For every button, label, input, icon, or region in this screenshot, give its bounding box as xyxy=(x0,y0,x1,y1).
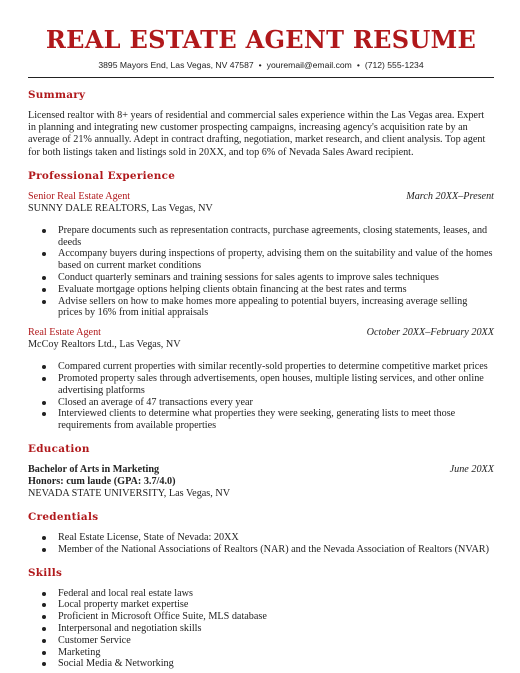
summary-text: Licensed realtor with 8+ years of residential and commercial sales experience within the Las Vegas area. Expert in planning and integrating new customer prospecting campaigns, increasing agency's acquisition rate by an average of 21% annually. Adept in contract drafting, negotiation, market research, and client analysis. Top agent for both listings taken and listings sold in 20XX, and top 6% of Nevada Sales Award recipient. xyxy=(28,110,486,158)
school: NEVADA STATE UNIVERSITY, Las Vegas, NV xyxy=(28,487,231,499)
list-item: Interviewed clients to determine what properties they were seeking, generating lists to meet those requirements from available properties xyxy=(58,408,494,432)
list-item: Compared current properties with similar recently-sold properties to determine competitive market prices xyxy=(58,361,494,373)
skills-list xyxy=(28,588,494,671)
list-item: Member of the National Associations of Realtors (NAR) and the Nevada Association of Realtors (NVAR) xyxy=(58,544,494,556)
list-item: Closed an average of 47 transactions every year xyxy=(58,397,494,409)
list-item: Interpersonal and negotiation skills xyxy=(58,623,494,635)
section-heading: Professional Experience xyxy=(28,169,176,182)
honors: Honors: cum laude (GPA: 3.7/4.0) xyxy=(28,475,176,487)
skills-section xyxy=(28,567,494,671)
list-item: Marketing xyxy=(58,647,494,659)
list-item: Local property market expertise xyxy=(58,599,494,611)
resume-title: REAL ESTATE AGENT RESUME xyxy=(45,25,477,54)
separator-dot: • xyxy=(356,60,360,70)
job-header xyxy=(28,191,494,203)
summary-section xyxy=(28,89,494,159)
address: 3895 Mayors End, Las Vegas, NV 47587 xyxy=(98,60,254,70)
experience-section xyxy=(28,170,494,432)
job-header xyxy=(28,327,494,339)
list-item: Proficient in Microsoft Office Suite, MLS database xyxy=(58,611,494,623)
job-bullets xyxy=(28,225,494,319)
separator-dot: • xyxy=(258,60,262,70)
graduation-date: June 20XX xyxy=(449,463,494,475)
list-item: Federal and local real estate laws xyxy=(58,588,494,600)
list-item: Real Estate License, State of Nevada: 20XX xyxy=(58,532,494,544)
section-heading: Education xyxy=(28,442,90,455)
contact-line xyxy=(28,59,494,71)
section-heading: Summary xyxy=(28,89,86,101)
education-section xyxy=(28,443,494,500)
phone: (712) 555-1234 xyxy=(364,60,424,70)
degree: Bachelor of Arts in Marketing xyxy=(28,463,160,475)
job-dates: October 20XX–February 20XX xyxy=(366,327,494,339)
header-rule xyxy=(28,77,494,78)
job-entry xyxy=(28,327,494,432)
job-company: SUNNY DALE REALTORS, Las Vegas, NV xyxy=(28,202,213,214)
list-item: Social Media & Networking xyxy=(58,658,494,670)
job-title: Senior Real Estate Agent xyxy=(28,190,131,202)
job-company: McCoy Realtors Ltd., Las Vegas, NV xyxy=(28,339,181,351)
credentials-section xyxy=(28,511,494,556)
list-item: Conduct quarterly seminars and training sessions for sales agents to improve sales techniques xyxy=(58,272,494,284)
list-item: Prepare documents such as representation contracts, purchase agreements, closing statements, leases, and deeds xyxy=(58,225,494,249)
list-item: Promoted property sales through advertisements, open houses, multiple listing services, and other online advertising platforms xyxy=(58,373,494,397)
section-heading: Skills xyxy=(28,566,63,579)
list-item: Evaluate mortgage options helping clients obtain financing at the best rates and terms xyxy=(58,284,494,296)
list-item: Advise sellers on how to make homes more appealing to potential buyers, increasing average selling prices by 16% from initial appraisals xyxy=(58,296,494,320)
job-bullets xyxy=(28,361,494,432)
degree-header xyxy=(28,464,494,476)
list-item: Accompany buyers during inspections of property, advising them on the suitability and value of the homes based on current market conditions xyxy=(58,248,493,272)
job-title: Real Estate Agent xyxy=(28,327,101,339)
job-dates: March 20XX–Present xyxy=(406,190,494,202)
job-entry xyxy=(28,191,494,319)
email: youremail@email.com xyxy=(266,60,352,70)
credentials-list xyxy=(28,532,494,556)
list-item: Customer Service xyxy=(58,635,494,647)
section-heading: Credentials xyxy=(28,510,99,523)
